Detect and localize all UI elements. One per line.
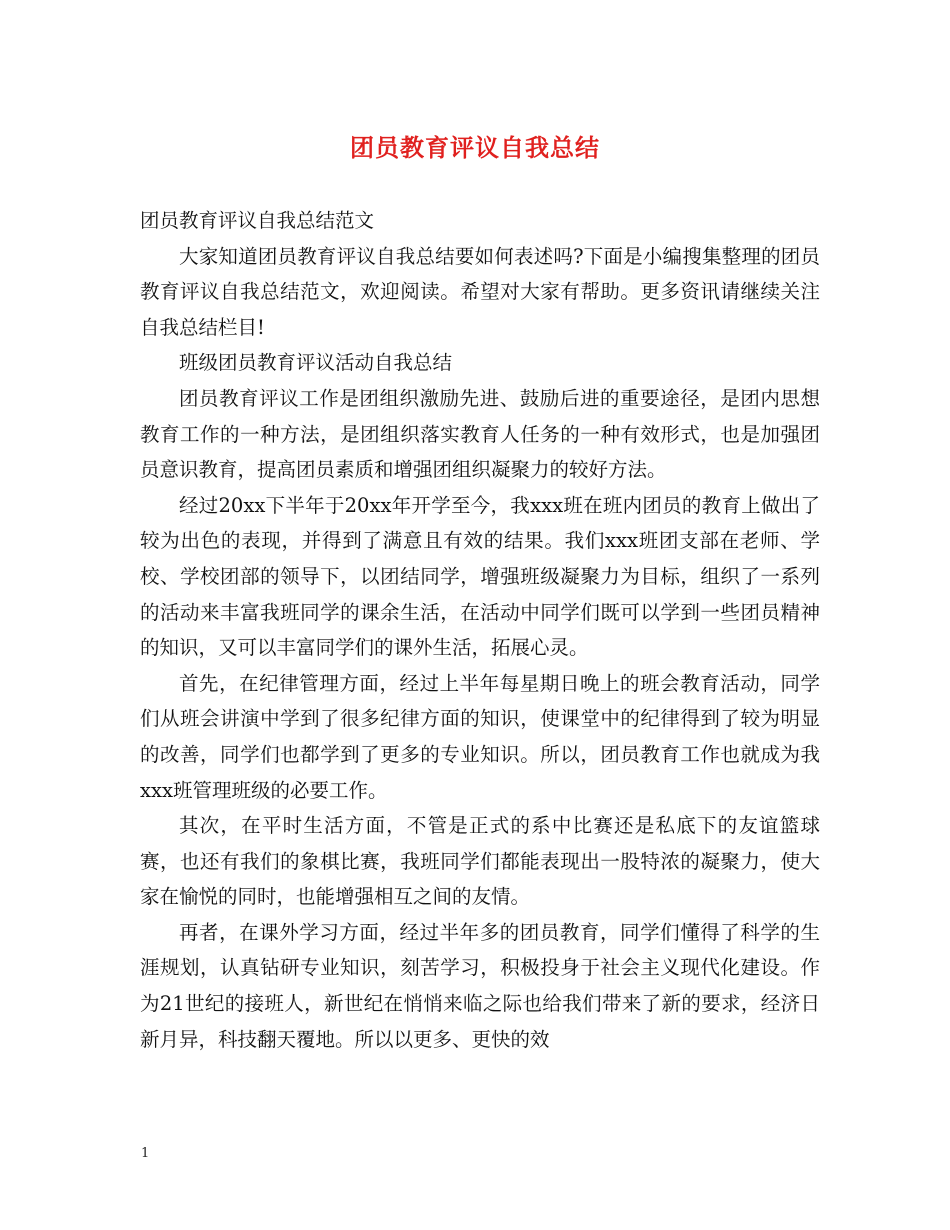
paragraph-body: 团员教育评议工作是团组织激励先进、鼓励后进的重要途径，是团内思想教育工作的一种方法，是团组织落实教育人任务的一种有效形式，也是加强团员意识教育，提高团员素质和增强团组织凝聚力的较好方法。 (140, 386, 820, 482)
paragraph-body: 经过20xx下半年于20xx年开学至今，我xxx班在班内团员的教育上做出了较为出色的表现，并得到了满意且有效的结果。我们xxx班团支部在老师、学校、学校团部的领导下，以团结同学，增强班级凝聚力为目标，组织了一系列的活动来丰富我班同学的课余生活，在活动中同学们既可以学到一些团员精神的知识，又可以丰富同学们的课外生活，拓展心灵。 (140, 493, 820, 660)
paragraph-section-heading: 班级团员教育评议活动自我总结 (179, 351, 453, 375)
page-number: 1 (141, 1146, 150, 1161)
paragraph-body: 其次，在平时生活方面，不管是正式的系中比赛还是私底下的友谊篮球赛，也还有我们的象棋比赛，我班同学们都能表现出一股特浓的凝聚力，使大家在愉悦的同时，也能增强相互之间的友情。 (140, 814, 820, 909)
document-title: 团员教育评议自我总结 (350, 133, 600, 162)
paragraph-body: 再者，在课外学习方面，经过半年多的团员教育，同学们懂得了科学的生涯规划，认真钻研专业知识，刻苦学习，积极投身于社会主义现代化建设。作为21世纪的接班人，新世纪在悄悄来临之际也给我们带来了新的要求，经济日新月异，科技翻天覆地。所以以更多、更快的效 (140, 920, 820, 1051)
paragraph-subtitle: 团员教育评议自我总结范文 (140, 209, 375, 232)
document-body (140, 203, 820, 1057)
paragraph-body: 首先，在纪律管理方面，经过上半年每星期日晚上的班会教育活动，同学们从班会讲演中学到了很多纪律方面的知识，使课堂中的纪律得到了较为明显的改善，同学们也都学到了更多的专业知识。所以，团员教育工作也就成为我xxx班管理班级的必要工作。 (140, 671, 820, 802)
paragraph-intro: 大家知道团员教育评议自我总结要如何表述吗?下面是小编搜集整理的团员教育评议自我总结范文，欢迎阅读。希望对大家有帮助。更多资讯请继续关注自我总结栏目! (140, 244, 820, 339)
